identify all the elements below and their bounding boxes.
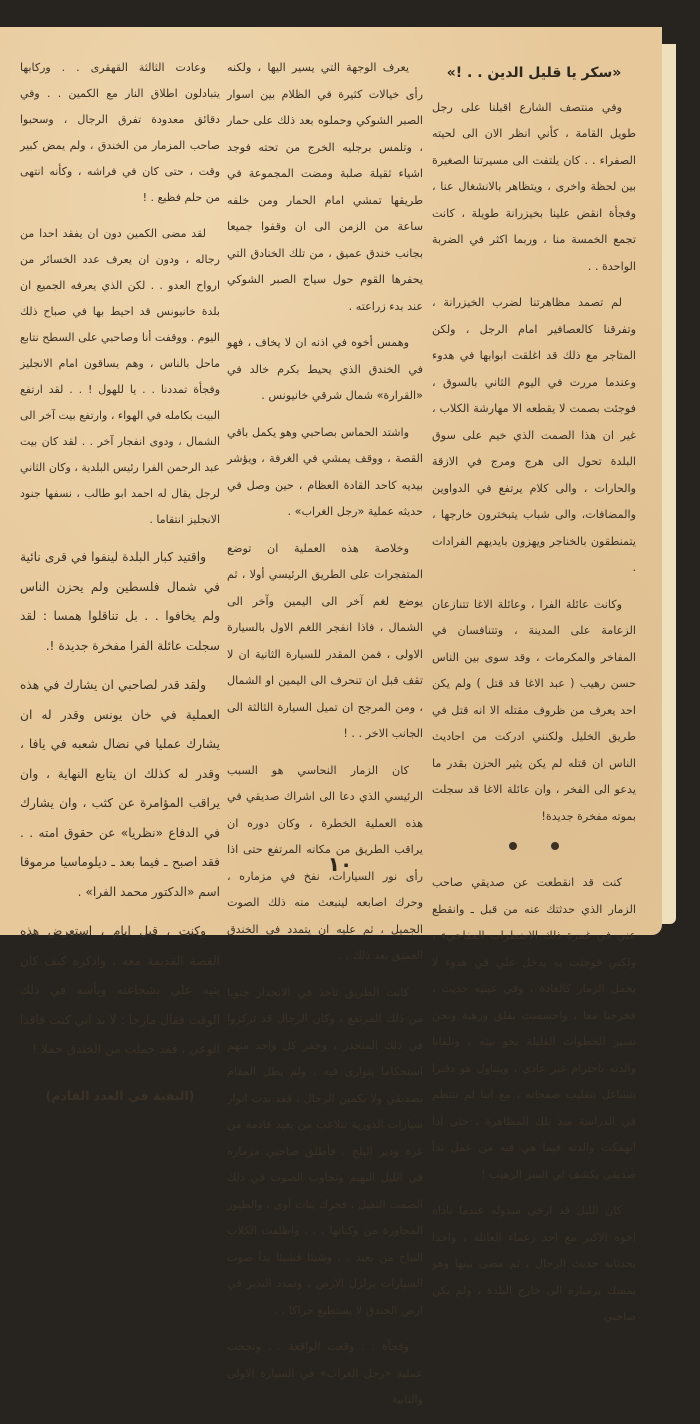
separator-dot-icon bbox=[509, 842, 517, 850]
paragraph: واشتد الحماس بصاحبي وهو يكمل باقي القصة ، ووقف يمشي في الغرفة ، ويؤشر بيديه كاحد القادة العظام ، حين وصل في حديثه عملية «رجل الغراب» . bbox=[227, 425, 423, 518]
paragraph: لم تصمد مظاهرتنا لضرب الخيزرانة ، وتفرقنا كالعصافير امام الرجل ، ولكن المتاجر مع ذلك قد اغلقت ابوابها في هدوء وعندما مررت في اليوم الثاني بالسوق ، فوجئت بصمت لا يقطعه الا مهارشة الكلاب ، غير ان هذا الصمت الذي خيم على سوق البلدة تحول الى هرج ومرج في الازقة والحارات ، والى كلام يرتفع في الدواوين والمضافات، والى شباب يتبخترون خارجها ، يتمنطقون بالخناجر ويهزون بايديهم الفرادات . bbox=[432, 296, 636, 574]
column-right bbox=[432, 60, 636, 1341]
paragraph: لقد مضى الكمين دون ان يفقد احدا من رجاله ، ودون ان يعرف عدد الخسائر من ارواح العدو . . لكن الذي يعرفه الجميع ان بلدة خانيونس قد احيط بها في صباح ذلك اليوم . ووقفت أنا وصاحبي على السطح نتابع ماحل بالناس ، وهم يساقون امام الانجليز وفجأة تمددنا . . يا للهول ! . . لقد ارتفع البيت بكامله في الهواء ، وارتفع بيت آخر الى الشمال ، ودوى انفجار آخر . . لقد كان بيت عبد الرحمن الفرا رئيس البلدية ، وكان الثاني لرجل يقال له احمد ابو طالب ، نسفها جنود الانجليز انتقاما . bbox=[20, 227, 220, 526]
paragraph: كانت الطريق تاخذ في الانحدار جنوبا من ذلك المرتفع ، وكان الرجال قد تركزوا في ذلك المنحدر ، وحفر كل واحد منهم استحكاما يتوارى فيه . ولم يطل المقام بصديقي ولا بكمين الرجال ، فقد بدت انوار سيارات الدورية تتلاعب من بعيد قادمة من غزة ودير البلح . فأطلق صاحبي مزماره في الليل البهيم وتجاوب الصوت في ذلك الصمت الثقيل ، فحرك بنات آوى ، والطيور المجاورة من وكناتها . . . واطلقت الكلاب النباح من بعيد . . وشيئا فشيئا بدأ صوت السيارات يزلزل الارض ، وتمدد النذير في ارض الخندق لا يستطيع حراكا . . bbox=[227, 985, 423, 1317]
paragraph: وكانت عائلة الفرا ، وعائلة الاغا تتنازعان الزعامة على المدينة ، وتتنافسان في المفاخر والمكرمات ، وقد سوى بين الناس حسن رهيب ( عبد الاغا قد قتل ) ولم يكن احد يعرف من ظروف مقتله الا انه قتل في طريق الخليل ولكنني ادركت من احاديث الناس ان قتله لم يكن يثير الحزن بقدر ما يدعو الى الفخر ، وان عائلة الاغا قد سجلت بموته مفخرة جديدة! bbox=[432, 597, 636, 823]
section-separator bbox=[432, 842, 636, 850]
column-middle bbox=[227, 55, 423, 1424]
paragraph: وهمس أخوه في اذنه ان لا يخاف ، فهو في الخندق الذي يحيط بكرم خالد في «القرارة» شمال شرقي خانيونس . bbox=[227, 336, 423, 402]
paragraph: كان الزمار النحاسي هو السبب الرئيسي الذي دعا الى اشراك صديقي في هذه العملية الخطرة ، وكان دوره ان يراقب الطريق من مكانه المرتفع حتى اذا رأى نور السيارات، نفخ في مزماره ، وحرك اصابعه لينبعث منه ذلك الصوت الجميل ، ثم عليه ان يتمدد في الخندق العميق بعد ذلك . . bbox=[227, 763, 423, 962]
article-title: «سكر يا قليل الدين . . !» bbox=[446, 65, 622, 81]
page-number: ١٠ bbox=[327, 852, 353, 876]
paragraph: وعادت الثالثة القهقرى . . وركابها يتبادلون اطلاق النار مع الكمين . . وفي دقائق معدودة تفرق الرجال ، وسحبوا صاحب المزمار من الخندق ، ولم يمض كبير وقت ، حتى كان في فراشه ، وكأنه انتهى من حلم فظيع . ! bbox=[20, 61, 220, 204]
paragraph: كنت قد انقطعت عن صديقي صاحب الزمار الذي حدثتك عنه من قبل ـ وانقطع عني في غمرة ذلك الاضطراب المفاجيء ، ولكني فوجئت به يدخل علي في هدوء لا يحمل الزمار كالعادة ، وفي عينيه حديث ، فخرجنا معا ، واحسست بقلق ورهبة ونحن نسير الخطوات القليلة نحو بيته ، وتلقانا والدته باحترام غير عادي ، ويتناول هو دفترا يتشاغل بتقليب صفحاته ، مع اننا لم ننتظم في الدراسة منذ تلك المظاهرة ، حتى اذا انهمكت والدته فيما هي فيه من عمل بدأ صديقي يكشف لي السر الرهيب ! bbox=[432, 876, 636, 1181]
paragraph: يعرف الوجهة التي يسير اليها ، ولكنه رأى خيالات كثيرة في الظلام بين اسوار الصبر الشوكي وحملوه بعد ذلك على حمار ، وتلمس برجليه الخرج من تحته فوجد اشياء ثقيلة صلبة ومضت المجموعة في طريقها تمشي امام الحمار ومن خلفه ساعة من الزمن الى ان وقفوا جميعا بجانب خندق عميق ، من تلك الخنادق التي يحفرها القوم حول سياج الصبر الشوكي عند بدء زراعته . bbox=[227, 61, 423, 313]
column-left bbox=[20, 55, 220, 1109]
separator-dot-icon bbox=[551, 842, 559, 850]
paragraph: كان الليل قد ارخى سدوله عندما ناداه اخوه الاكبر مع احد زعماء العائلة ، واخذا يحدثانه حديث الرجال ، ثم مضى بينها وهو يمسك بزمباره الى خارج البلدة ، ولم يكن صاحبي bbox=[432, 1204, 636, 1323]
paragraph: واقتيد كبار البلدة لينفوا في قرى نائية في شمال فلسطين ولم يحزن الناس ولم يخافوا . . بل تناقلوا همسا : لقد سجلت عائلة الفرا مفخرة جديدة !. bbox=[20, 550, 220, 653]
paragraph: ولقد قدر لصاحبي ان يشارك في هذه العملية في خان يونس وقدر له ان يشارك عمليا في نضال شعبه في يافا ، وقدر له كذلك ان يتابع النهاية ، وان يراقب المؤامرة عن كثب ، وان يشارك في الدفاع «نظريا» عن حقوق امته . . فقد اصبح ـ فيما بعد ـ ديلوماسيا مرموقا اسم «الدكتور محمد الفرا» . bbox=[20, 678, 220, 899]
continued-note: (البقية في العدد القادم) bbox=[45, 1087, 195, 1103]
paragraph: وخلاصة هذه العملية ان توضع المتفجرات على الطريق الرئيسي أولا ، ثم يوضع لغم آخر الى اليمين وآخر الى الشمال ، فاذا انفجر اللغم الاول بالسيارة الاولى ، فمن المقدر للسيارة الثانية ان لا تقف قبل ان تنحرف الى اليمين او الشمال ، ومن المرجح ان تميل السيارة الثالثة الى الجانب الاخر . . ! bbox=[227, 541, 423, 740]
paragraph: وكنت ، قبل ايام ، استعرض هذه القصة القديمة معه ، واذكره كيف كان يتيه علي بشجاعته وبأسه في ذلك الوقت فقال مازحا : لا بد اني كنت فاقدا الوعي ، فقد حملت من الخندق حملا ! bbox=[20, 924, 220, 1056]
paragraph: وفجأة . . وقعت الواقعة . . ونجحت عملية «رجل الغراب» في السيارة الاولى والثانية bbox=[227, 1340, 423, 1406]
page-edge bbox=[662, 44, 676, 924]
paragraph: وفي منتصف الشارع اقبلنا على رجل طويل القامة ، كأني انظر الان الى لحيته الصفراء . . كان يلتفت الى مسيرتنا الصغيرة بين لحظة واخرى ، ويتظاهر بالانشغال عنا ، وفجأة انقض علينا بخيزرانة طويلة ، كانت تجمع الخمسة منا ، وربما اكثر في الضربة الواحدة . . bbox=[432, 100, 636, 273]
